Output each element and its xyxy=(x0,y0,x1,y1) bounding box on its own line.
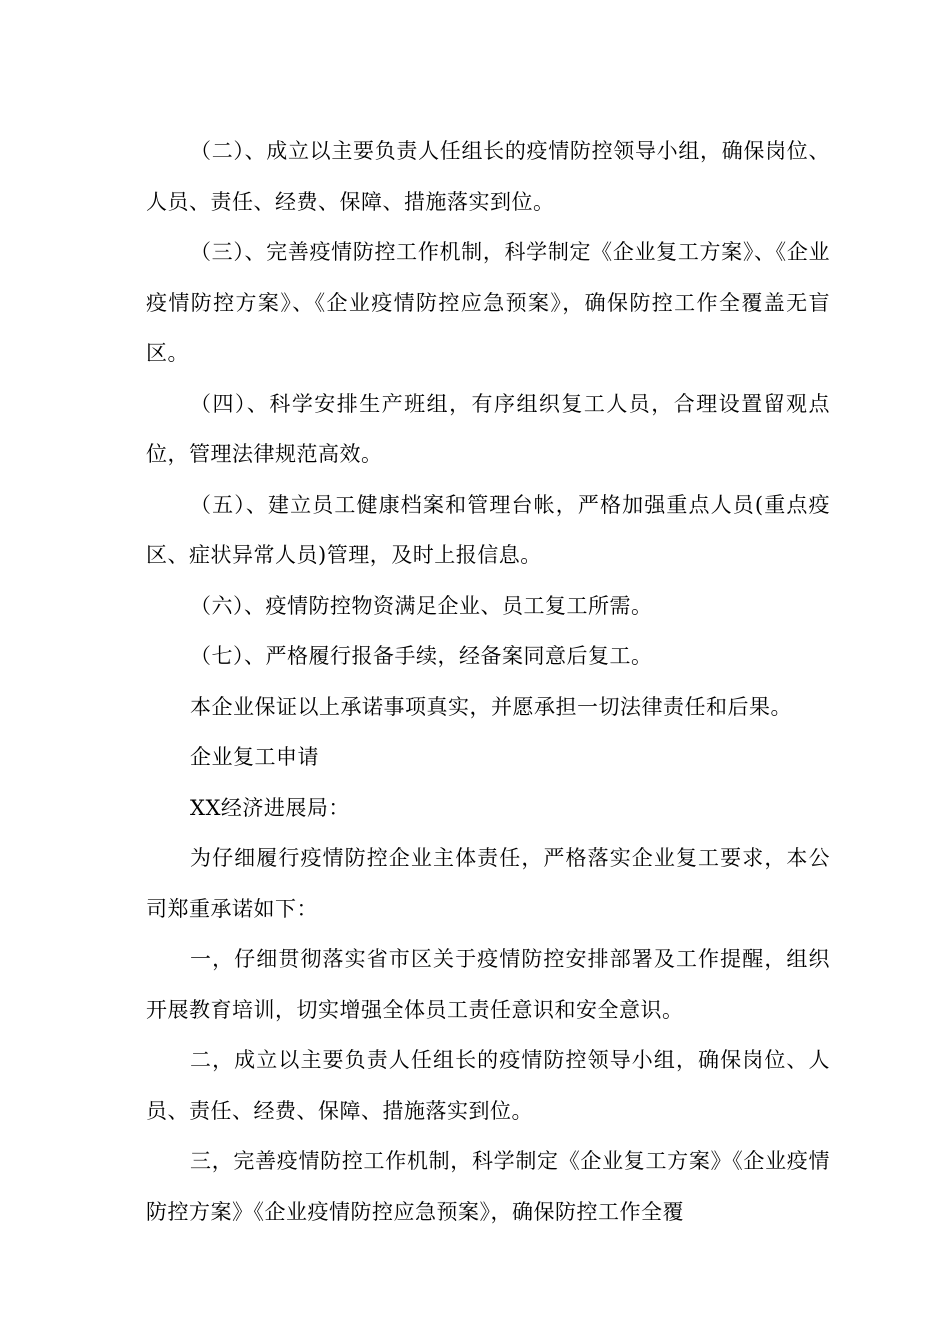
paragraph-item-two: 二，成立以主要负责人任组长的疫情防控领导小组，确保岗位、人员、责任、经费、保障、措施落实到位。 xyxy=(146,1048,830,1123)
paragraph-2-leadership-group: （二）、成立以主要负责人任组长的疫情防控领导小组，确保岗位、人员、责任、经费、保障、措施落实到位。 xyxy=(146,139,830,214)
paragraph-item-three: 三，完善疫情防控工作机制，科学制定《企业复工方案》《企业疫情防控方案》《企业疫情防控应急预案》，确保防控工作全覆 xyxy=(146,1149,830,1224)
paragraph-6-supplies: （六）、疫情防控物资满足企业、员工复工所需。 xyxy=(190,593,653,618)
paragraph-3-mechanism: （三）、完善疫情防控工作机制，科学制定《企业复工方案》、《企业疫情防控方案》、《企业疫情防控应急预案》，确保防控工作全覆盖无盲区。 xyxy=(146,240,830,365)
paragraph-intro: 为仔细履行疫情防控企业主体责任，严格落实企业复工要求，本公司郑重承诺如下： xyxy=(146,846,830,921)
paragraph-7-filing: （七）、严格履行报备手续，经备案同意后复工。 xyxy=(190,644,653,668)
paragraph-item-one: 一，仔细贯彻落实省市区关于疫情防控安排部署及工作提醒，组织开展教育培训，切实增强全体员工责任意识和安全意识。 xyxy=(146,947,830,1022)
paragraph-guarantee: 本企业保证以上承诺事项真实，并愿承担一切法律责任和后果。 xyxy=(190,694,792,719)
paragraph-4-production-teams: （四）、科学安排生产班组，有序组织复工人员，合理设置留观点位，管理法律规范高效。 xyxy=(146,391,830,466)
section-heading-application: 企业复工申请 xyxy=(190,745,319,769)
paragraph-5-health-records: （五）、建立员工健康档案和管理台帐，严格加强重点人员(重点疫区、症状异常人员)管理，及时上报信息。 xyxy=(146,492,830,567)
addressee: XX经济进展局： xyxy=(190,795,350,820)
